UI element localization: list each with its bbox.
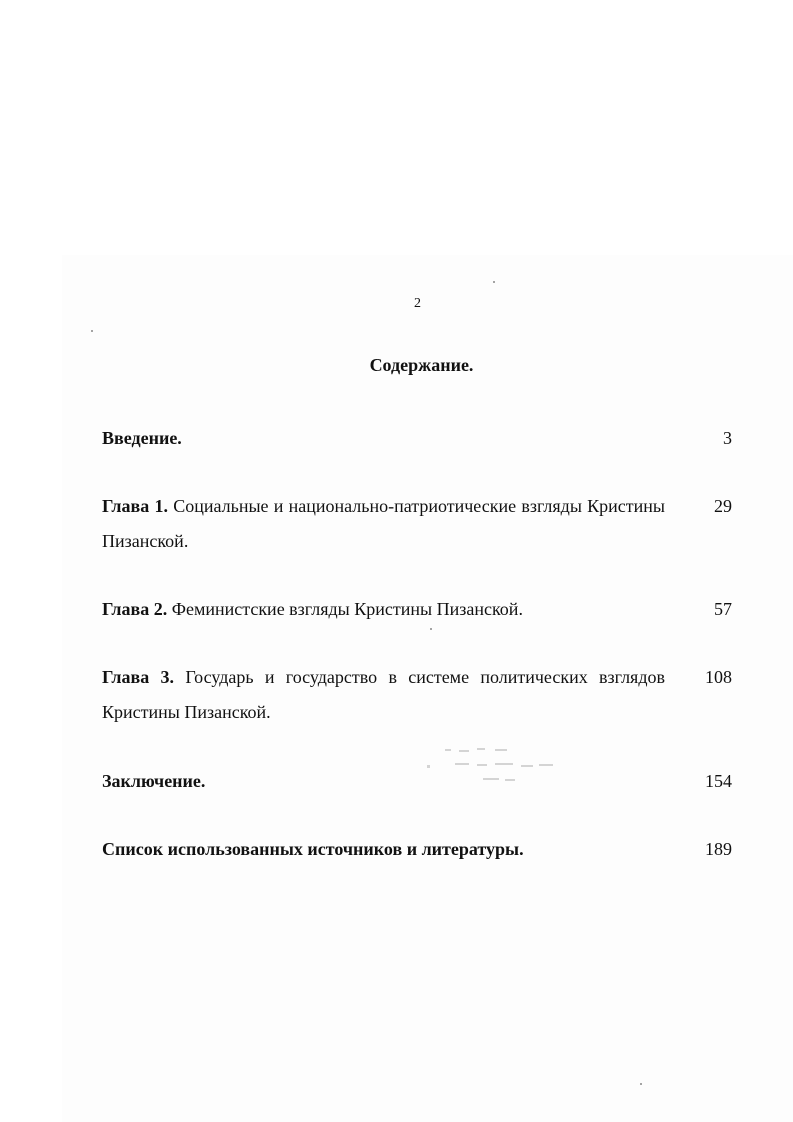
scan-speck [640, 1083, 642, 1085]
toc-entry-label: Глава 1. [102, 496, 168, 516]
toc-entry-page: 189 [705, 839, 732, 859]
toc-entry-page: 29 [714, 496, 732, 516]
toc-entry-page: 108 [705, 667, 732, 687]
toc-entry-label: Список использованных источников и литературы. [102, 839, 524, 859]
toc-entry-label: Введение. [102, 428, 182, 448]
page-number: 2 [414, 296, 421, 311]
toc-entry-introduction [102, 421, 732, 456]
toc-entry-label: Глава 3. [102, 667, 175, 687]
toc-entry-bibliography [102, 832, 732, 867]
scan-speck [493, 281, 495, 283]
toc-entry-chapter-1 [102, 489, 732, 559]
toc-entry-page: 57 [714, 599, 732, 619]
toc-entry-label: Заключение. [102, 771, 206, 791]
toc-entry-page: 3 [723, 428, 732, 448]
toc-entry-text: Социальные и национально-патриотические взгляды Кристины Пизанской. [102, 496, 666, 551]
table-of-contents-title: Содержание. [369, 355, 474, 375]
scan-speck [430, 628, 432, 630]
toc-entry-text: Феминистские взгляды Кристины Пизанской. [171, 599, 523, 619]
toc-entry-text: Государь и государство в системе политических взглядов Кристины Пизанской. [102, 667, 665, 722]
scan-speck [91, 330, 93, 332]
toc-entry-page: 154 [705, 771, 732, 791]
toc-entry-label: Глава 2. [102, 599, 168, 619]
toc-entry-chapter-2 [102, 592, 732, 627]
toc-entry-conclusion [102, 764, 732, 799]
toc-entry-chapter-3 [102, 660, 732, 730]
